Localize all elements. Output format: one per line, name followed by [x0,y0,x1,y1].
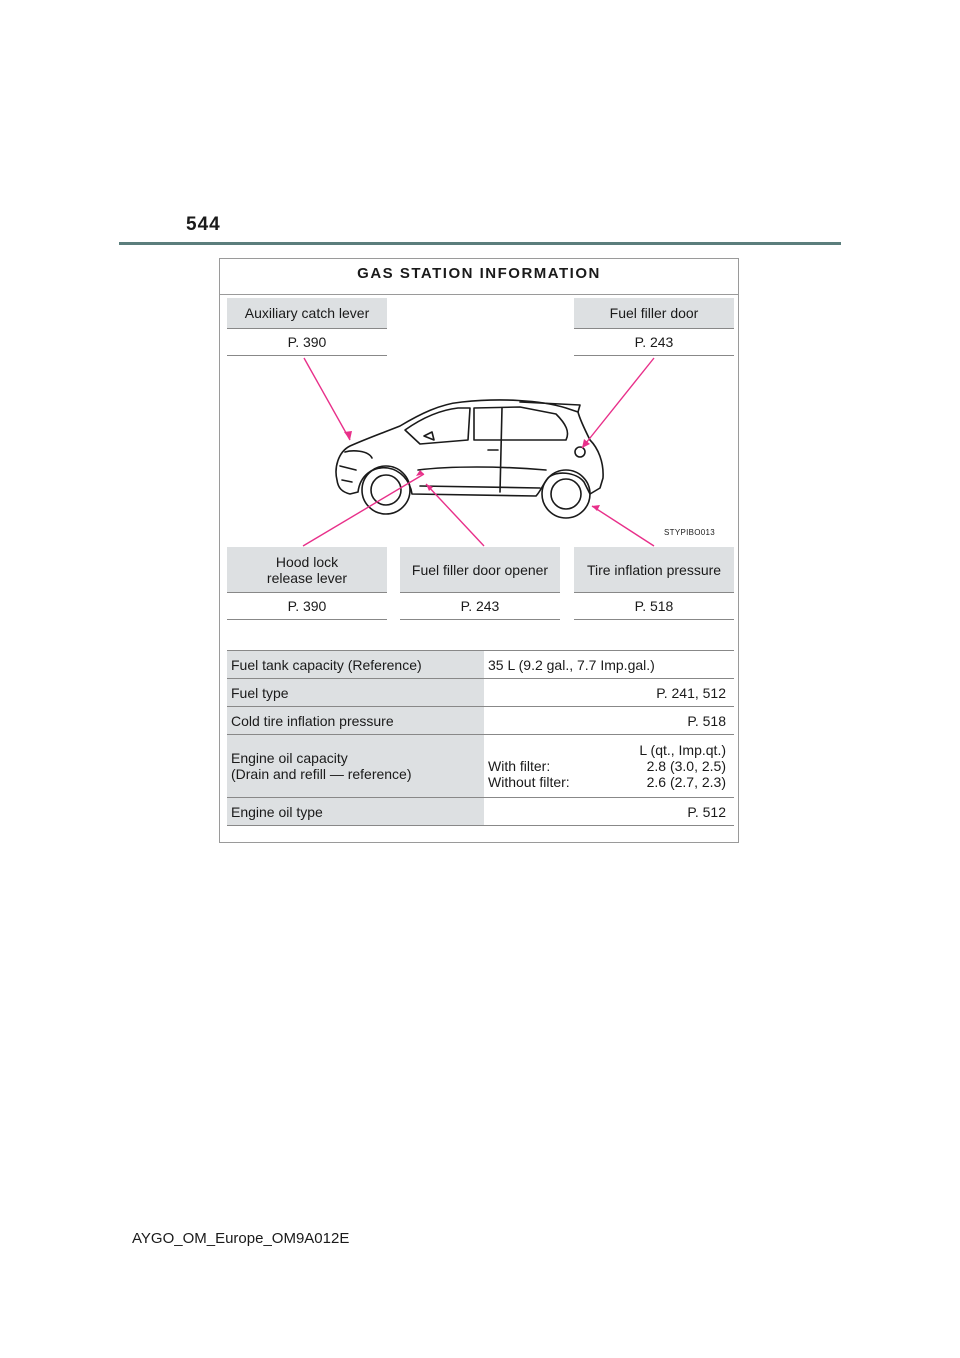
car-rear-window [474,407,568,440]
table-row [227,735,734,798]
callout-tire-inflation-pressure [574,547,734,620]
spec-page-link[interactable]: P. 518 [484,707,734,735]
leader-fuel-filler-door-opener [426,484,484,546]
car-side-line [418,467,546,470]
spec-value [484,735,734,798]
callout-label: Auxiliary catch lever [227,298,387,329]
oil-with-filter-label: With filter: [488,758,551,774]
car-b-pillar [500,408,502,492]
callout-page-link[interactable]: P. 243 [400,593,560,620]
spec-page-link[interactable]: P. 512 [484,798,734,826]
callout-label: Fuel filler door [574,298,734,329]
oil-without-filter-label: Without filter: [488,774,570,790]
leader-hood-lock-release [303,474,424,546]
callout-page-link[interactable]: P. 390 [227,593,387,620]
arrowhead [344,431,352,440]
footer-doc-id: AYGO_OM_Europe_OM9A012E [132,1230,350,1247]
table-row [227,707,734,735]
car-front-window [405,408,470,444]
callout-fuel-filler-door-opener [400,547,560,620]
callout-hood-lock-release-lever [227,547,387,620]
oil-with-filter-value: 2.8 (3.0, 2.5) [646,758,726,774]
car-front-fascia [340,451,372,482]
spec-table [227,650,734,826]
spec-page-link[interactable]: P. 241, 512 [484,679,734,707]
callout-label: Tire inflation pressure [574,547,734,593]
spec-label: Engine oil type [227,798,484,826]
leader-auxiliary-catch-lever [304,358,350,440]
callout-label: Hood lock release lever [227,547,387,593]
box-title: GAS STATION INFORMATION [220,259,738,295]
oil-without-filter-value: 2.6 (2.7, 2.3) [646,774,726,790]
spec-label: Cold tire inflation pressure [227,707,484,735]
spec-label: Fuel type [227,679,484,707]
table-row [227,798,734,826]
leader-tire-inflation [592,506,654,546]
car-mirror [424,432,434,440]
page-number: 544 [186,214,221,235]
spec-label [227,735,484,798]
callout-page-link[interactable]: P. 518 [574,593,734,620]
spec-label: Fuel tank capacity (Reference) [227,651,484,679]
fuel-filler-door-shape [575,447,585,457]
leader-fuel-filler-door [582,358,654,448]
spec-label-line: Engine oil capacity [231,750,348,766]
callout-page-link[interactable]: P. 243 [574,329,734,356]
table-row [227,651,734,679]
table-row [227,679,734,707]
spec-value: 35 L (9.2 gal., 7.7 Imp.gal.) [484,651,734,679]
car-rear-wheel [542,470,590,518]
callout-label: Fuel filler door opener [400,547,560,593]
oil-unit: L (qt., Imp.qt.) [639,742,726,758]
callout-page-link[interactable]: P. 390 [227,329,387,356]
spec-label-line: (Drain and refill — reference) [231,766,412,782]
image-code: STYPIBO013 [664,528,716,537]
